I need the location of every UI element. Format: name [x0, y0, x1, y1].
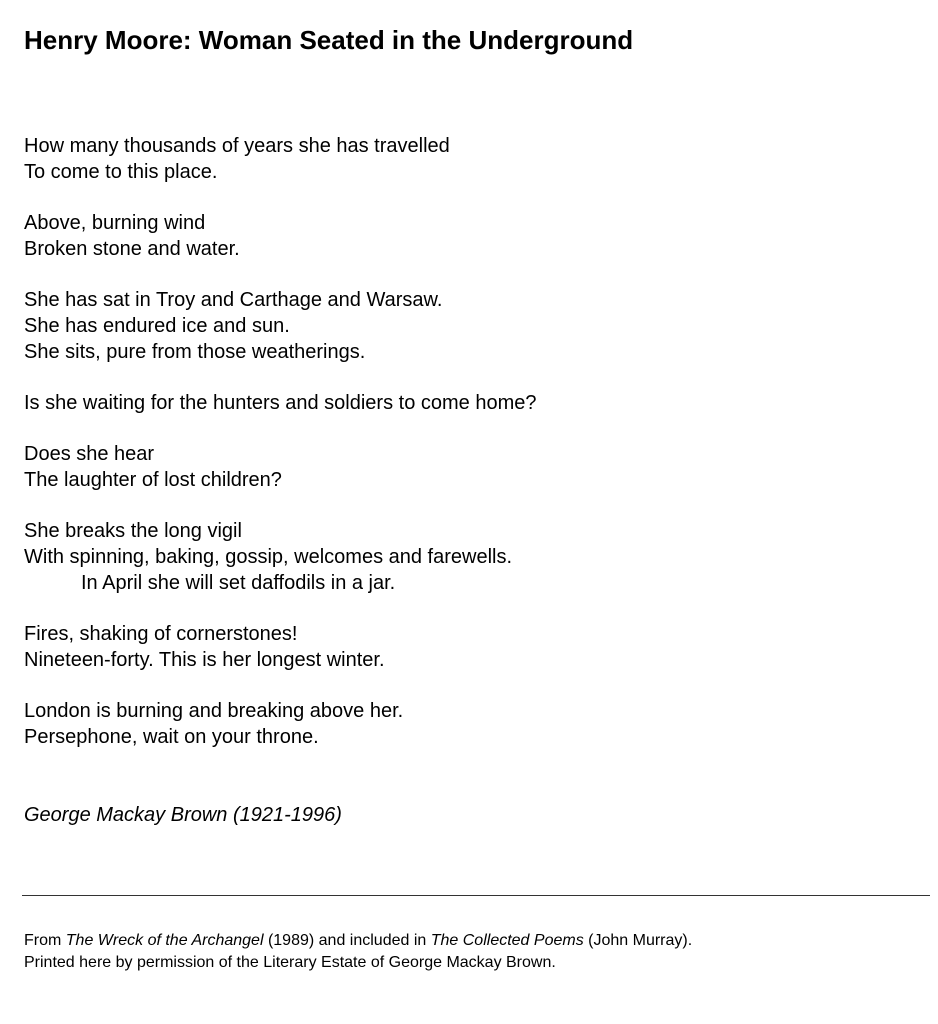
- stanza-4: [24, 391, 904, 417]
- poem-line: She breaks the long vigil: [24, 520, 242, 543]
- stanza-5: [24, 442, 904, 493]
- footer-source-line: [24, 930, 692, 952]
- poem-line: Does she hear: [24, 443, 155, 466]
- footer-publisher: (John Murray).: [583, 932, 693, 949]
- poem-line: Above, burning wind: [24, 212, 206, 235]
- book-title-collected: The Collected Poems: [430, 932, 584, 949]
- poem-line-indented: In April she will set daffodils in a jar.: [81, 571, 396, 594]
- footer-credits: [24, 930, 692, 974]
- poem-body: [24, 134, 904, 776]
- poem-line: To come to this place.: [24, 160, 218, 183]
- poem-line: With spinning, baking, gossip, welcomes and farewells.: [24, 546, 513, 569]
- footer-permission-line: Printed here by permission of the Literary Estate of George Mackay Brown.: [24, 954, 556, 971]
- stanza-8: [24, 699, 904, 750]
- stanza-3: [24, 288, 904, 365]
- poem-line: How many thousands of years she has travelled: [24, 135, 450, 157]
- page-title: Henry Moore: Woman Seated in the Underground: [24, 25, 634, 55]
- poem-line: Fires, shaking of cornerstones!: [24, 623, 298, 646]
- poem-line: The laughter of lost children?: [24, 469, 282, 492]
- stanza-2: [24, 211, 904, 262]
- poem-line: Nineteen-forty. This is her longest winter.: [24, 648, 385, 671]
- poem-line: Broken stone and water.: [24, 237, 240, 260]
- poem-line: Persephone, wait on your throne.: [24, 726, 319, 749]
- book-title-wreck: The Wreck of the Archangel: [65, 932, 264, 949]
- poem-line: She has sat in Troy and Carthage and Warsaw.: [24, 289, 443, 312]
- author-attribution: George Mackay Brown (1921-1996): [24, 804, 342, 826]
- poem-line: Is she waiting for the hunters and soldiers to come home?: [24, 391, 537, 414]
- stanza-7: [24, 622, 904, 673]
- footer-mid: (1989) and included in: [263, 932, 431, 949]
- poem-line: London is burning and breaking above her.: [24, 700, 404, 723]
- stanza-6: [24, 519, 904, 596]
- poem-line: She has endured ice and sun.: [24, 314, 290, 337]
- divider: [22, 895, 930, 896]
- poem-line: She sits, pure from those weatherings.: [24, 340, 366, 363]
- footer-from: From: [24, 932, 66, 949]
- stanza-1: [24, 134, 904, 185]
